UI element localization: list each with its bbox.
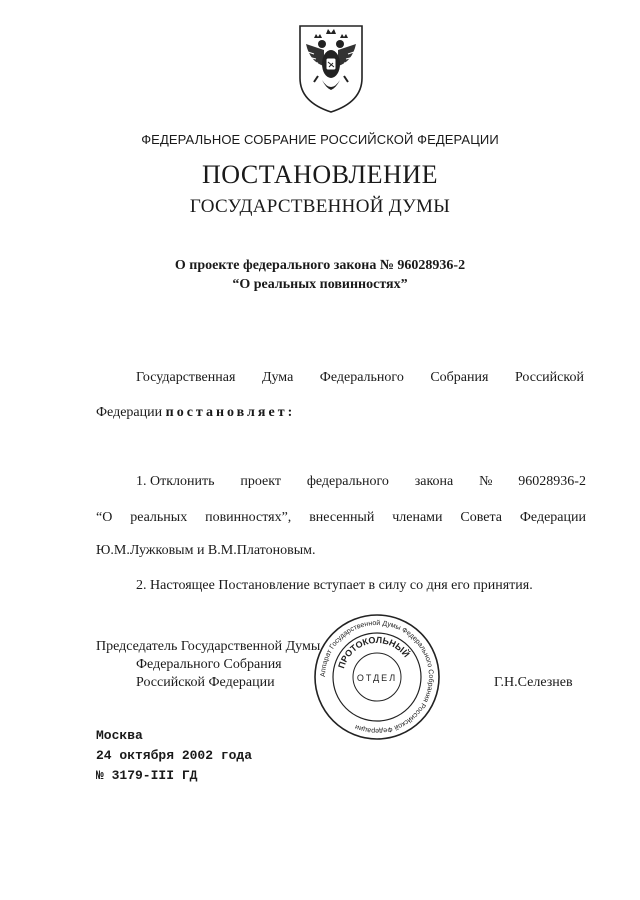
- coat-of-arms-icon: [296, 22, 366, 114]
- subject-line-2: “О реальных повинностях”: [232, 277, 408, 292]
- item-1-word: повинностях”,: [205, 510, 292, 525]
- date-of-issue: 24 октября 2002 года: [96, 748, 253, 763]
- item-1-word: закона: [414, 474, 454, 489]
- item-1-line-1: [136, 474, 586, 490]
- registration-number: № 3179-III ГД: [96, 768, 198, 783]
- item-1-word: внесенный: [309, 510, 375, 525]
- preamble-line-2-start: Федерации: [96, 405, 166, 420]
- preamble-word: Федерального: [319, 370, 404, 385]
- signatory-title-line-1: Председатель Государственной Думы: [96, 639, 321, 654]
- preamble-word: Дума: [261, 370, 294, 385]
- document-type-subtitle: ГОСУДАРСТВЕННОЙ ДУМЫ: [189, 196, 451, 217]
- preamble-word: Собрания: [430, 370, 489, 385]
- item-1-word: членами: [392, 510, 443, 525]
- preamble-line-2: [96, 405, 295, 421]
- item-1-word: реальных: [130, 510, 188, 525]
- signatory-title-line-2: Федерального Собрания: [136, 657, 282, 672]
- stamp-center-text: ОТДЕЛ: [356, 673, 398, 683]
- item-1-word: №: [479, 474, 493, 489]
- place-of-issue: Москва: [96, 728, 143, 743]
- item-1-word: Федерации: [519, 510, 586, 525]
- item-1-word: проект: [240, 474, 281, 489]
- item-1-word: Совета: [460, 510, 502, 525]
- item-2: 2. Настоящее Постановление вступает в силу со дня его принятия.: [136, 578, 533, 593]
- stamp-inner-text: ПРОТОКОЛЬНЫЙ: [336, 634, 412, 670]
- preamble-line-1: [136, 370, 584, 386]
- document-type-title: ПОСТАНОВЛЕНИЕ: [202, 160, 438, 189]
- item-1-word: 1. Отклонить: [136, 474, 215, 489]
- official-stamp: [312, 612, 442, 742]
- signatory-name: Г.Н.Селезнев: [494, 675, 573, 690]
- stamp-outer-text: Аппарат Государственной Думы Федерального Собрания Российской Федерации: [319, 619, 435, 735]
- decree-word: постановляет:: [165, 405, 296, 420]
- signatory-title-line-3: Российской Федерации: [136, 675, 275, 690]
- preamble-word: Российской: [514, 370, 584, 385]
- preamble-word: Государственная: [136, 370, 236, 385]
- item-1-word: 96028936-2: [518, 474, 586, 489]
- item-1-line-3: Ю.М.Лужковым и В.М.Платоновым.: [96, 543, 316, 558]
- item-1-word: “О: [96, 510, 113, 525]
- item-1-line-2: [96, 510, 586, 526]
- issuer-heading: ФЕДЕРАЛЬНОЕ СОБРАНИЕ РОССИЙСКОЙ ФЕДЕРАЦИИ: [141, 132, 499, 147]
- item-1-word: федерального: [306, 474, 389, 489]
- subject-line-1: О проекте федерального закона № 96028936-2: [174, 258, 466, 273]
